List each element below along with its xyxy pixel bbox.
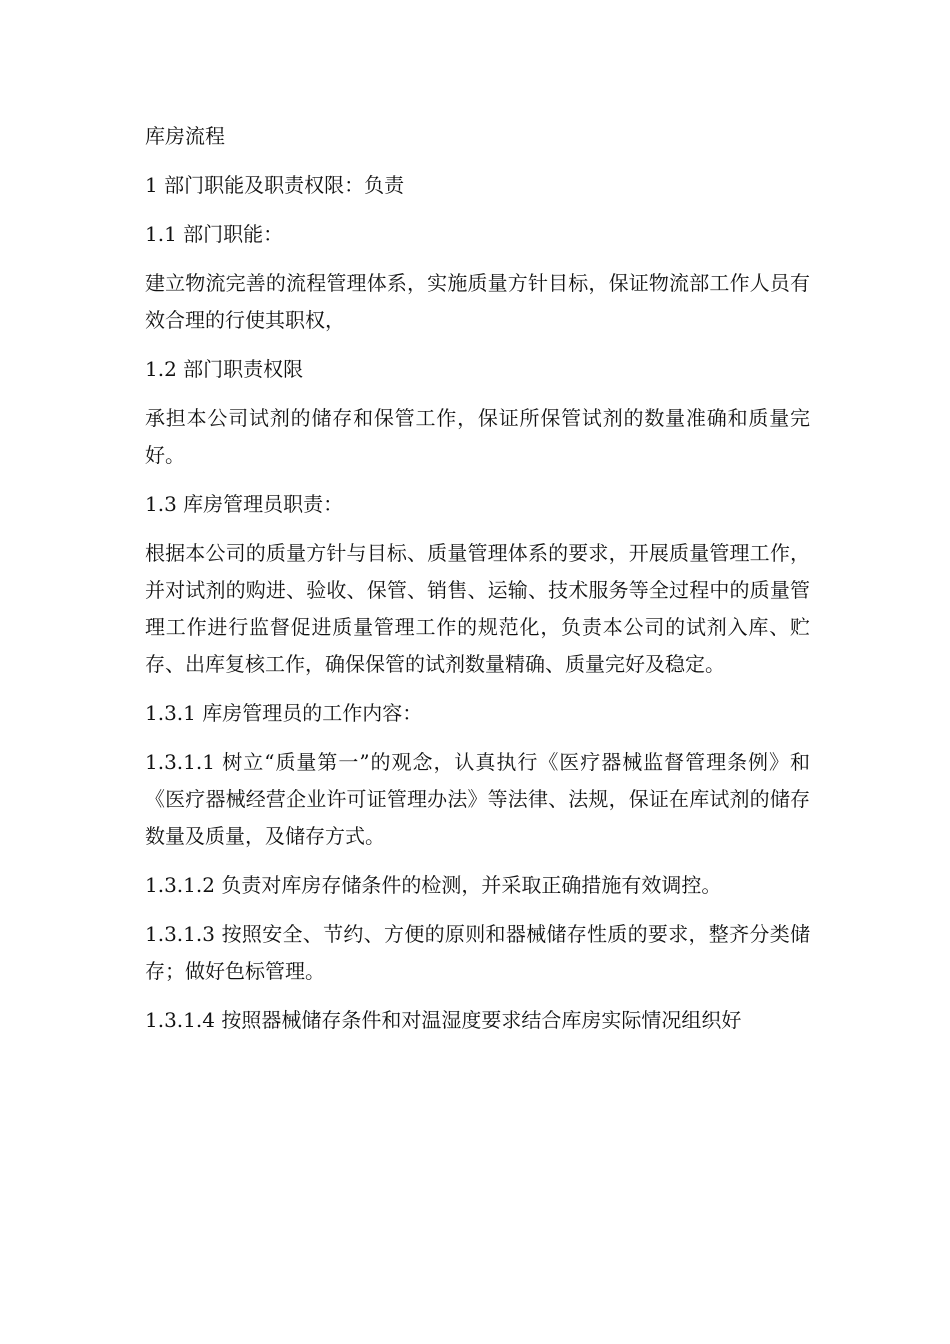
document-title: 库房流程 [145,124,225,148]
paragraph-section-1-3-1-1: 1.3.1.1 树立“质量第一”的观念，认真执行《医疗器械监督管理条例》和《医疗器械经营企业许可证管理办法》等法律、法规，保证在库试剂的储存数量及质量，及储存方式。 [145,750,810,848]
paragraph-section-1: 1 部门职能及职责权限：负责 [145,173,405,197]
paragraph-section-1-3: 1.3 库房管理员职责： [145,492,344,516]
paragraph-section-1-3-1-4: 1.3.1.4 按照器械储存条件和对温湿度要求结合库房实际情况组织好 [145,1008,742,1032]
paragraph-section-1-1: 1.1 部门职能： [145,222,284,246]
paragraph-section-1-2-body: 承担本公司试剂的储存和保管工作，保证所保管试剂的数量准确和质量完好。 [145,406,810,467]
paragraph-section-1-3-body: 根据本公司的质量方针与目标、质量管理体系的要求，开展质量管理工作，并对试剂的购进、验收、保管、销售、运输、技术服务等全过程中的质量管理工作进行监督促进质量管理工作的规范化，负责本公司的试剂入库、贮存、出库复核工作，确保保管的试剂数量精确、质量完好及稳定。 [145,541,810,676]
paragraph-section-1-3-1: 1.3.1 库房管理员的工作内容： [145,701,423,725]
paragraph-section-1-2: 1.2 部门职责权限 [145,357,304,381]
paragraph-section-1-1-body: 建立物流完善的流程管理体系，实施质量方针目标，保证物流部工作人员有效合理的行使其职权， [145,271,810,332]
paragraph-section-1-3-1-2: 1.3.1.2 负责对库房存储条件的检测，并采取正确措施有效调控。 [145,873,722,897]
document-body [145,118,810,1039]
paragraph-section-1-3-1-3: 1.3.1.3 按照安全、节约、方便的原则和器械储存性质的要求，整齐分类储存；做好色标管理。 [145,922,810,983]
